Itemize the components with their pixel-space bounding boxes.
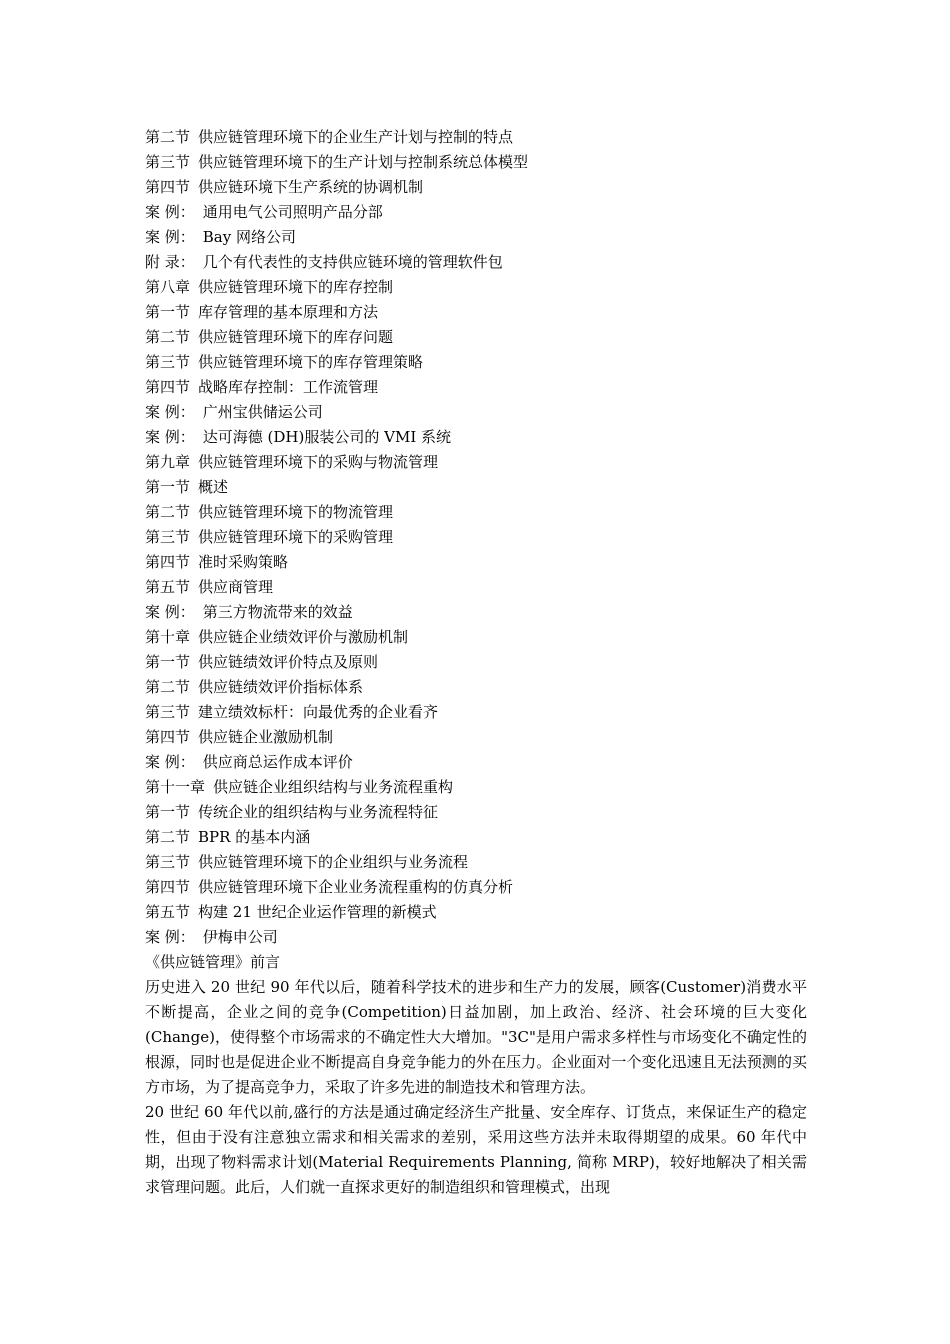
toc-line-label: 第四节	[145, 878, 191, 896]
toc-line-text: 供应链企业绩效评价与激励机制	[198, 628, 409, 646]
toc-line-text: 供应商总运作成本评价	[202, 753, 353, 771]
toc-line	[145, 575, 807, 600]
toc-line	[145, 850, 807, 875]
preface-paragraph-1: 历史进入 20 世纪 90 年代以后，随着科学技术的进步和生产力的发展，顾客(Customer)消费水平不断提高，企业之间的竞争(Competition)日益加剧，加上政治、经济、社会环境的巨大变化(Change)，使得整个市场需求的不确定性大大增加。"3C"是用户需求多样性与市场变化不确定性的根源，同时也是促进企业不断提高自身竞争能力的外在压力。企业面对一个变化迅速且无法预测的买方市场，为了提高竞争力，采取了许多先进的制造技术和管理方法。	[145, 978, 807, 1096]
toc-line-label: 案 例：	[145, 753, 195, 771]
toc-line-text: 传统企业的组织结构与业务流程特征	[198, 803, 439, 821]
toc-line	[145, 300, 807, 325]
toc-line	[145, 650, 807, 675]
toc-line-label: 第二节	[145, 828, 191, 846]
toc-line	[145, 400, 807, 425]
toc-line-label: 案 例：	[145, 228, 195, 246]
toc-line	[145, 450, 807, 475]
toc-line-label: 第三节	[145, 353, 191, 371]
toc-line-text: 供应链管理环境下的企业组织与业务流程	[198, 853, 469, 871]
toc-line-text: Bay 网络公司	[202, 228, 296, 246]
toc-line-label: 第二节	[145, 503, 191, 521]
toc-line-label: 第五节	[145, 578, 191, 596]
toc-line-text: 供应链企业激励机制	[198, 728, 334, 746]
toc-line-text: 供应链管理环境下的企业生产计划与控制的特点	[198, 128, 514, 146]
toc-line-text: 供应链管理环境下的采购管理	[198, 528, 394, 546]
toc-line-text: 伊梅申公司	[202, 928, 278, 946]
toc-line-label: 第二节	[145, 128, 191, 146]
toc-line-label: 第三节	[145, 153, 191, 171]
toc-line	[145, 750, 807, 775]
toc-line	[145, 625, 807, 650]
toc-line-label: 案 例：	[145, 603, 195, 621]
toc-line-text: 构建 21 世纪企业运作管理的新模式	[198, 903, 437, 921]
toc-line-label: 第二节	[145, 328, 191, 346]
toc-line-text: 供应链管理环境下的生产计划与控制系统总体模型	[198, 153, 529, 171]
toc-line-label: 第一节	[145, 803, 191, 821]
toc-line-text: 供应链绩效评价指标体系	[198, 678, 364, 696]
toc-line-text: 供应链管理环境下的库存管理策略	[198, 353, 424, 371]
toc-line	[145, 600, 807, 625]
toc-line	[145, 425, 807, 450]
toc-line	[145, 875, 807, 900]
toc-line	[145, 350, 807, 375]
toc-line	[145, 200, 807, 225]
toc-line-label: 第四节	[145, 553, 191, 571]
toc-line-text: 供应链环境下生产系统的协调机制	[198, 178, 424, 196]
toc-line	[145, 475, 807, 500]
toc-line-label: 第二节	[145, 678, 191, 696]
toc-line-label: 案 例：	[145, 203, 195, 221]
toc-line-label: 第三节	[145, 703, 191, 721]
toc-line-label: 附 录：	[145, 253, 195, 271]
toc-line-text: 建立绩效标杆：向最优秀的企业看齐	[198, 703, 439, 721]
toc-line	[145, 775, 807, 800]
toc-line	[145, 175, 807, 200]
toc-line-text: 几个有代表性的支持供应链环境的管理软件包	[202, 253, 503, 271]
toc-line-label: 案 例：	[145, 428, 195, 446]
toc-line	[145, 675, 807, 700]
toc-line-text: 战略库存控制：工作流管理	[198, 378, 379, 396]
toc-line	[145, 825, 807, 850]
toc-line-label: 第十章	[145, 628, 191, 646]
toc-line	[145, 900, 807, 925]
toc-line-label: 案 例：	[145, 928, 195, 946]
toc-line-text: 概述	[198, 478, 229, 496]
document-page	[145, 125, 807, 1200]
toc-line-text: 供应链管理环境下的库存控制	[198, 278, 394, 296]
toc-line-label: 第九章	[145, 453, 191, 471]
toc-line	[145, 500, 807, 525]
toc-line	[145, 225, 807, 250]
toc-line-label: 第三节	[145, 853, 191, 871]
toc-line	[145, 800, 807, 825]
toc-line-text: 准时采购策略	[198, 553, 289, 571]
toc-line	[145, 550, 807, 575]
toc-line-text: BPR 的基本内涵	[198, 828, 311, 846]
toc-line	[145, 925, 807, 950]
toc-line-text: 供应链管理环境下的库存问题	[198, 328, 394, 346]
toc-line-label: 第十一章	[145, 778, 206, 796]
preface-title: 《供应链管理》前言	[145, 953, 281, 971]
toc-line-label: 第一节	[145, 303, 191, 321]
toc-line	[145, 725, 807, 750]
toc-line	[145, 375, 807, 400]
toc-line-text: 第三方物流带来的效益	[202, 603, 353, 621]
toc-line	[145, 275, 807, 300]
toc-line	[145, 125, 807, 150]
toc-line-label: 第一节	[145, 653, 191, 671]
toc-line	[145, 250, 807, 275]
toc-line	[145, 150, 807, 175]
toc-line	[145, 325, 807, 350]
toc-line-label: 第三节	[145, 528, 191, 546]
toc-line-label: 第四节	[145, 728, 191, 746]
toc-line-text: 供应链企业组织结构与业务流程重构	[213, 778, 454, 796]
toc-line-text: 供应链绩效评价特点及原则	[198, 653, 379, 671]
toc-line	[145, 700, 807, 725]
toc-line-text: 供应链管理环境下的物流管理	[198, 503, 394, 521]
toc-line-label: 第四节	[145, 178, 191, 196]
toc-line-text: 供应链管理环境下企业业务流程重构的仿真分析	[198, 878, 514, 896]
toc-line-text: 达可海德 (DH)服装公司的 VMI 系统	[202, 428, 452, 446]
toc-line-text: 广州宝供储运公司	[202, 403, 323, 421]
table-of-contents	[145, 125, 807, 950]
toc-line-label: 第一节	[145, 478, 191, 496]
preface-paragraph-2: 20 世纪 60 年代以前,盛行的方法是通过确定经济生产批量、安全库存、订货点，来保证生产的稳定性，但由于没有注意独立需求和相关需求的差别，采用这些方法并未取得期望的成果。60 年代中期，出现了物料需求计划(Material Requirements Planning, 简称 MRP)，较好地解决了相关需求管理问题。此后，人们就一直探求更好的制造组织和管理模式，出现	[145, 1103, 807, 1196]
toc-line-text: 通用电气公司照明产品分部	[202, 203, 383, 221]
toc-line-label: 第八章	[145, 278, 191, 296]
toc-line-text: 供应商管理	[198, 578, 274, 596]
toc-line-text: 库存管理的基本原理和方法	[198, 303, 379, 321]
toc-line-label: 第五节	[145, 903, 191, 921]
toc-line-label: 案 例：	[145, 403, 195, 421]
toc-line	[145, 525, 807, 550]
toc-line-text: 供应链管理环境下的采购与物流管理	[198, 453, 439, 471]
toc-line-label: 第四节	[145, 378, 191, 396]
